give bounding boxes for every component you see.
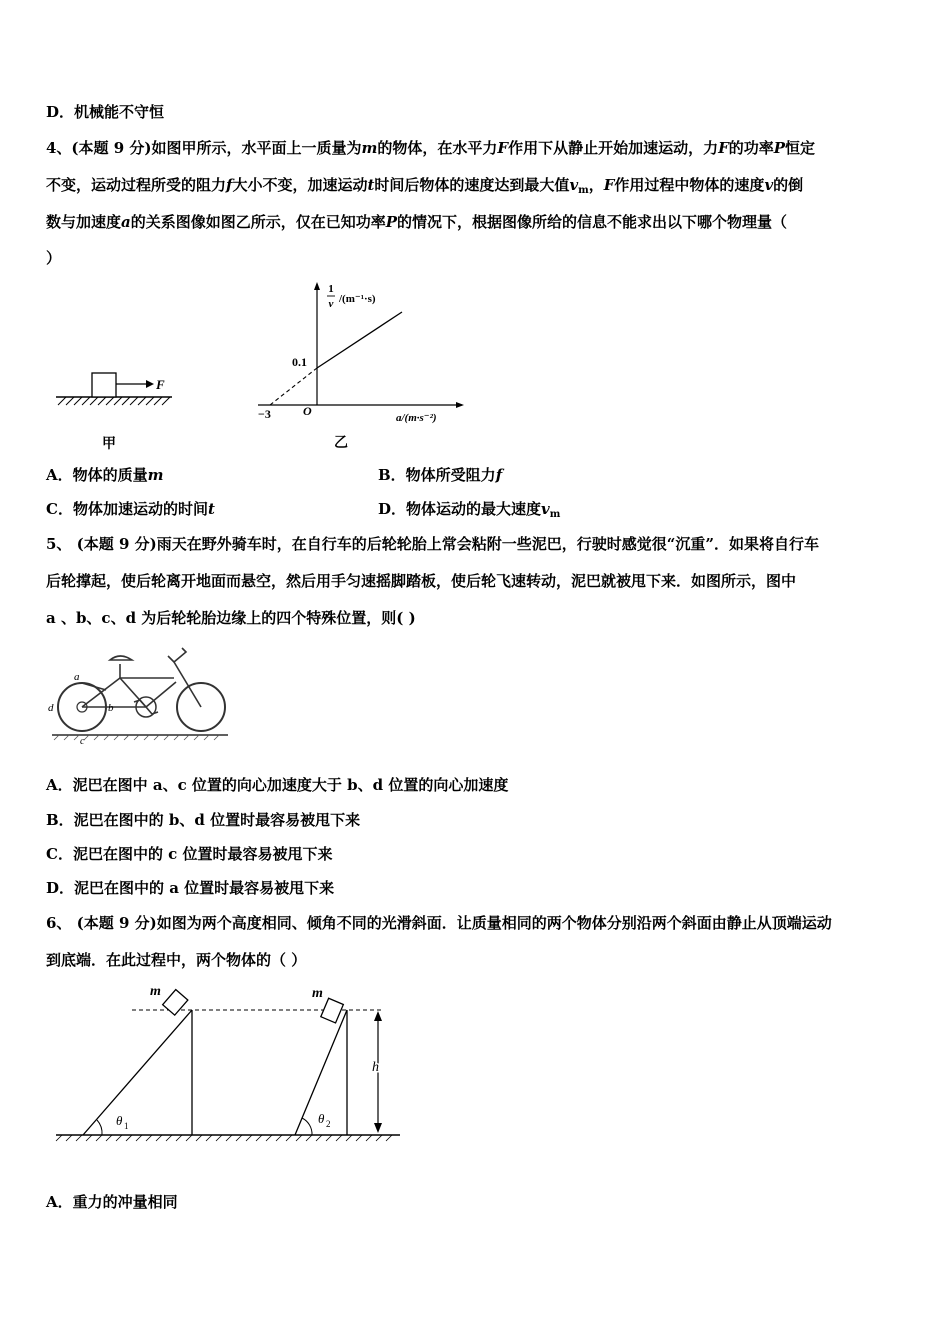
force-label: F <box>156 377 165 392</box>
block <box>92 373 116 397</box>
label-c: c <box>80 736 85 747</box>
q4-stem-line1: 4、(本题 9 分)如图甲所示，水平面上一质量为m的物体，在水平力F作用下从静止开始加速运动，力F的功率P恒定 <box>46 139 816 157</box>
x-axis-label: a/(m·s⁻²) <box>396 412 437 424</box>
block-1 <box>163 990 188 1016</box>
q5-option-a: A．泥巴在图中 a、c 位置的向心加速度大于 b、d 位置的向心加速度 <box>46 776 509 794</box>
q4-option-b: B．物体所受阻力f <box>378 466 503 484</box>
label-d: d <box>48 702 54 714</box>
block-2 <box>321 998 344 1023</box>
q5-bicycle-figure <box>46 640 236 750</box>
q4-figure-jia <box>50 360 180 455</box>
q5-option-c: C．泥巴在图中的 c 位置时最容易被甩下来 <box>46 845 333 863</box>
origin-label: O <box>303 404 312 418</box>
q5-stem-line1: 5、 (本题 9 分)雨天在野外骑车时，在自行车的后轮轮胎上常会粘附一些泥巴，行驶时感觉很“沉重”．如果将自行车 <box>46 535 819 553</box>
svg-text:θ: θ <box>116 1113 123 1128</box>
q4-option-d: D．物体运动的最大速度$v_m$ <box>378 500 561 520</box>
svg-text:/(m⁻¹·s): /(m⁻¹·s) <box>339 293 376 305</box>
svg-text:m: m <box>312 986 323 1001</box>
intercept-x-label: −3 <box>258 407 271 421</box>
height-label: h <box>372 1060 379 1075</box>
graph-line <box>317 312 402 368</box>
svg-text:1: 1 <box>328 283 334 295</box>
graph-extension <box>270 368 317 405</box>
intercept-y-label: 0.1 <box>292 355 307 369</box>
q5-stem-line3: a 、b、c、d 为后轮轮胎边缘上的四个特殊位置，则( ) <box>46 609 416 627</box>
q5-option-b: B．泥巴在图中的 b、d 位置时最容易被甩下来 <box>46 811 361 829</box>
q4-stem-line2: 不变，运动过程所受的阻力f大小不变，加速运动t时间后物体的速度达到最大值$v_m$，F作用过程中物体的速度v的倒 <box>46 176 804 196</box>
q5-stem-line2: 后轮撑起，使后轮离开地面而悬空，然后用手匀速摇脚踏板，使后轮飞速转动，泥巴就被甩下来．如图所示，图中 <box>46 572 797 590</box>
label-a: a <box>74 671 80 683</box>
q4-figure-yi <box>250 280 475 455</box>
q4-option-a: A．物体的质量m <box>46 466 164 484</box>
q5-option-d: D．泥巴在图中的 a 位置时最容易被甩下来 <box>46 879 335 897</box>
svg-text:v: v <box>328 298 334 310</box>
q4-option-c: C．物体加速运动的时间t <box>46 500 215 518</box>
svg-text:2: 2 <box>326 1119 331 1129</box>
q3-option-d: D．机械能不守恒 <box>46 103 165 121</box>
label-b: b <box>108 702 114 714</box>
q6-stem-line1: 6、 (本题 9 分)如图为两个高度相同、倾角不同的光滑斜面．让质量相同的两个物体分别沿两个斜面由静止从顶端运动 <box>46 914 832 932</box>
svg-text:θ: θ <box>318 1111 325 1126</box>
caption-yi: 乙 <box>334 436 348 451</box>
q4-stem-line3: 数与加速度a的关系图像如图乙所示，仅在已知功率P的情况下，根据图像所给的信息不能求出以下哪个物理量（ <box>46 213 788 231</box>
svg-text:1: 1 <box>124 1121 129 1131</box>
svg-text:m: m <box>150 984 161 999</box>
q4-stem-line4: ） <box>46 249 62 267</box>
caption-jia: 甲 <box>102 437 116 452</box>
q6-inclines-figure <box>50 975 410 1150</box>
incline-1 <box>83 1010 192 1135</box>
q6-stem-line2: 到底端．在此过程中，两个物体的（ ） <box>46 951 307 969</box>
q6-option-a: A．重力的冲量相同 <box>46 1193 178 1211</box>
